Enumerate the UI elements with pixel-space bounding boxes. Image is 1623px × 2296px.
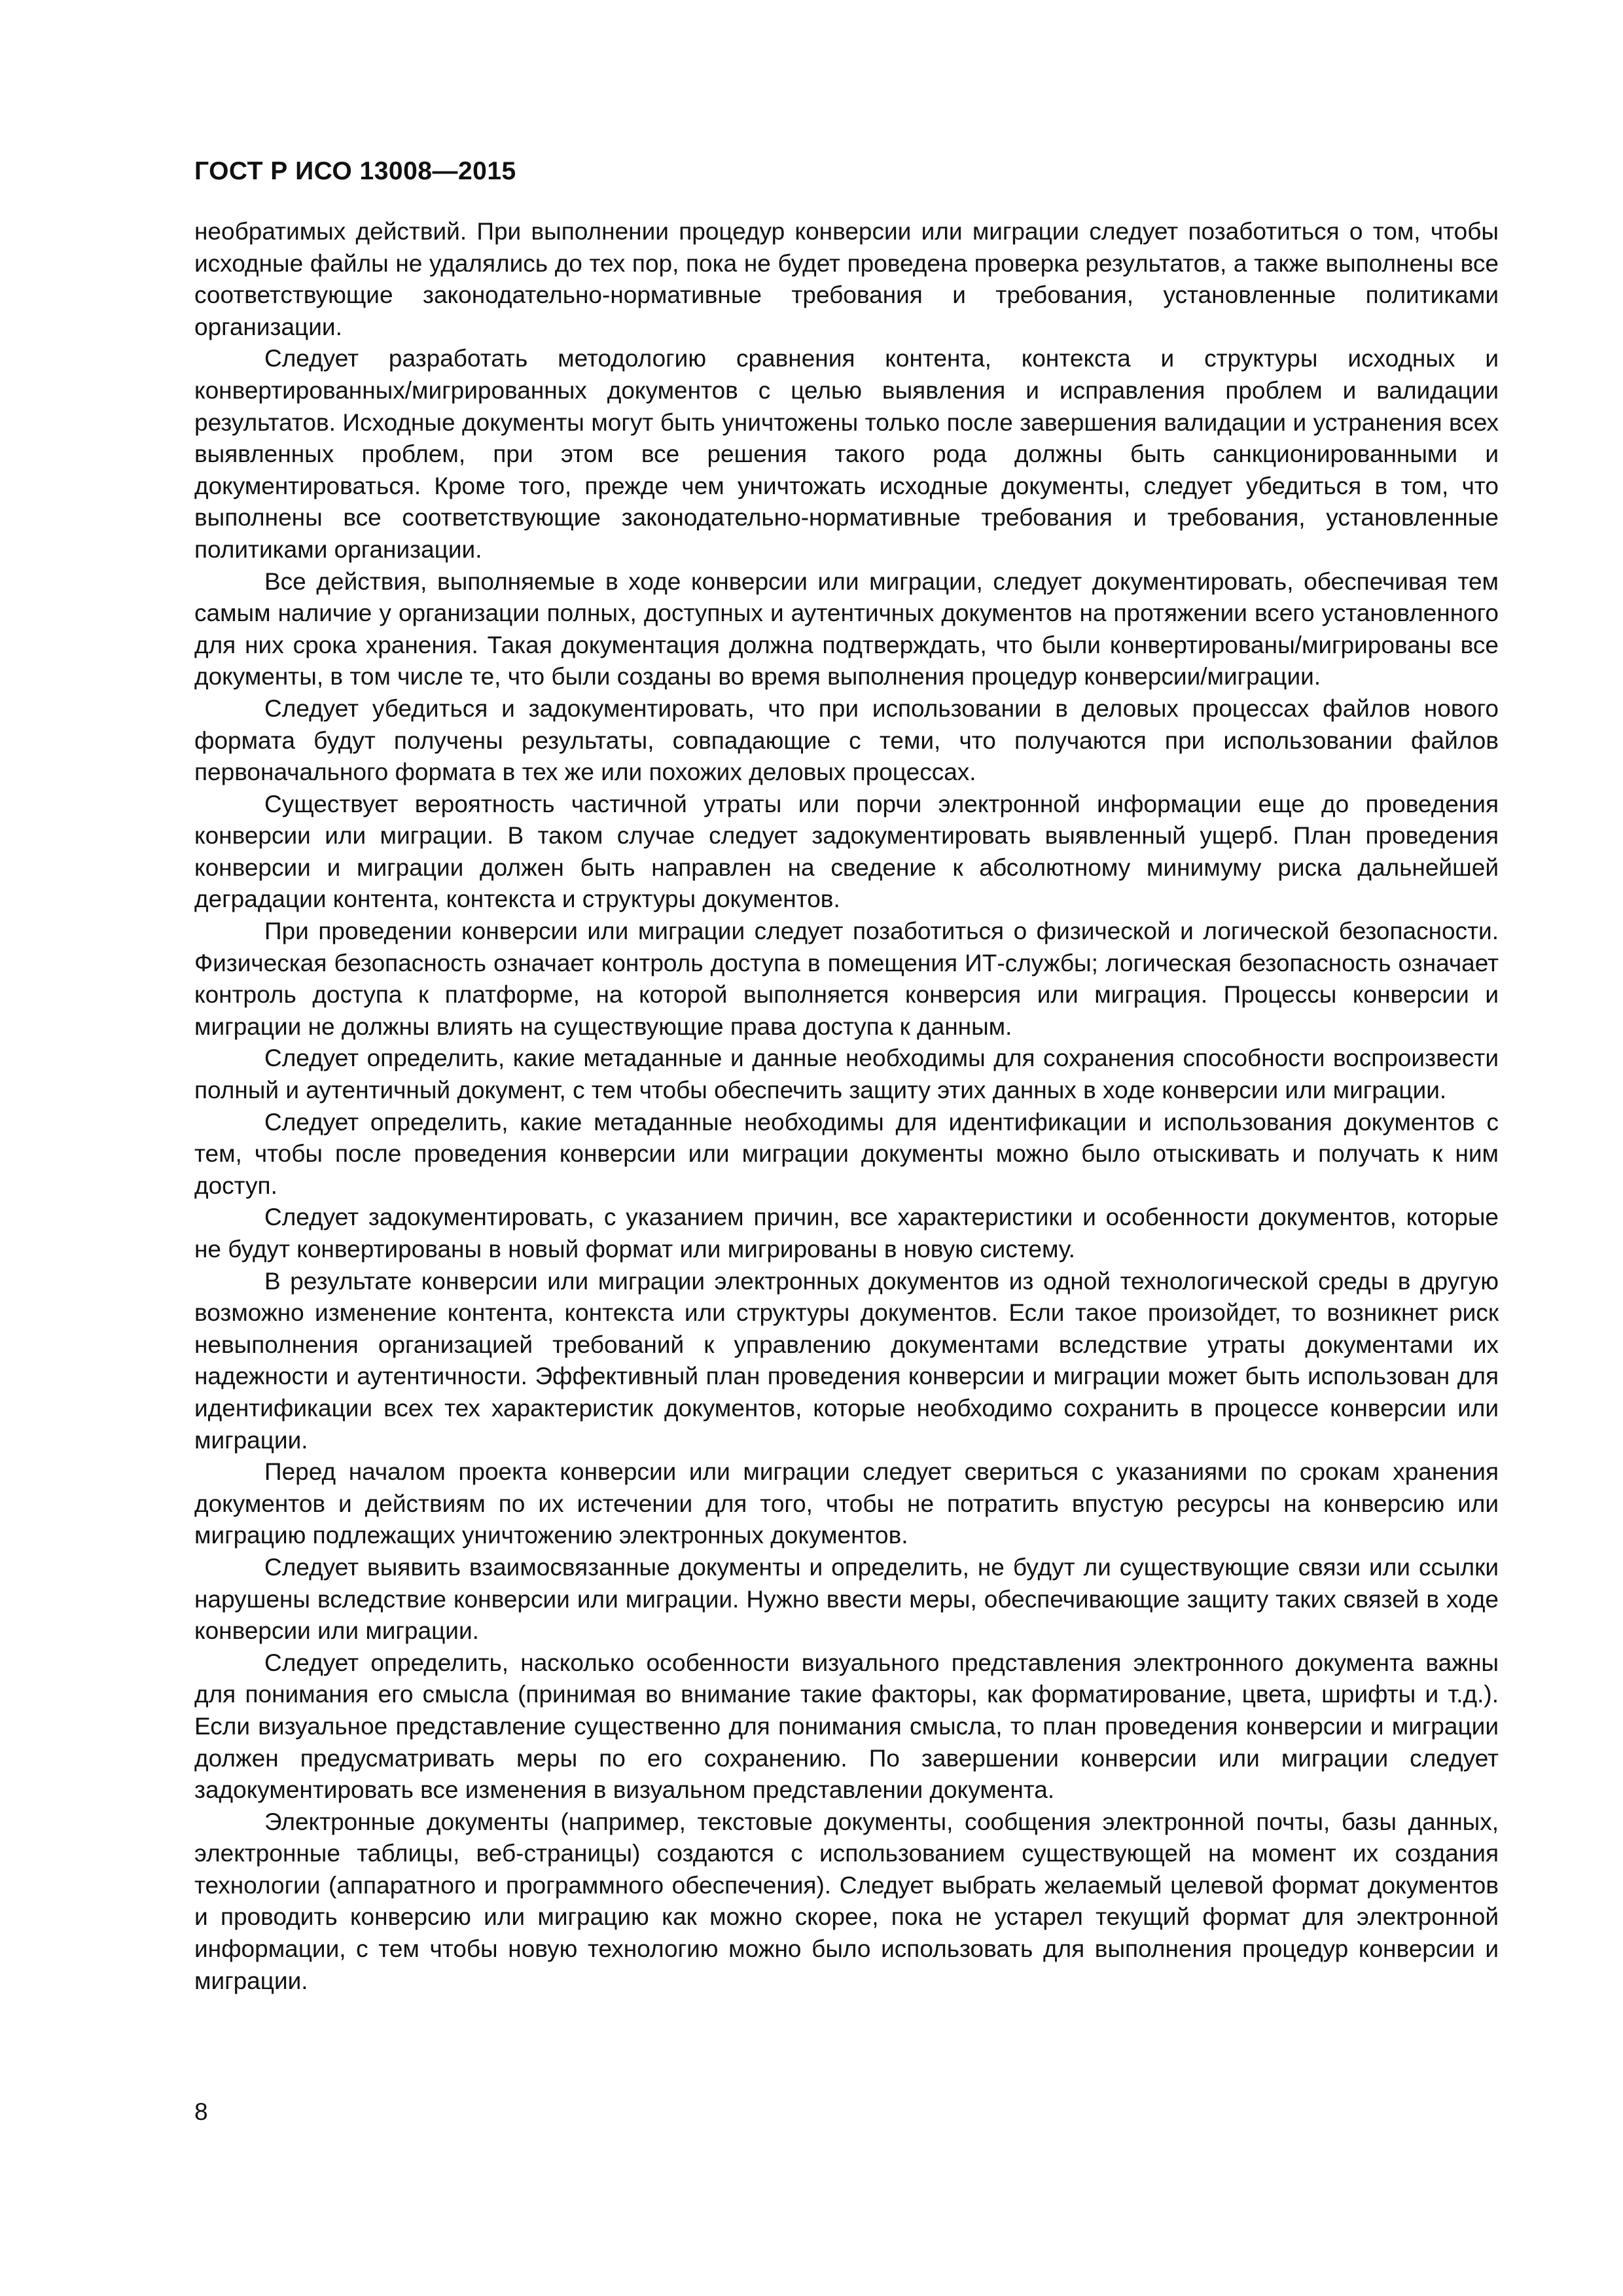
- document-header: ГОСТ Р ИСО 13008—2015: [194, 157, 516, 185]
- paragraph: Следует убедиться и задокументировать, что при использовании в деловых процессах файлов нового формата будут получены результаты, совпадающие с теми, что получаются при использовании файлов первоначального формата в тех же или похожих деловых процессах.: [194, 694, 1499, 786]
- paragraph: Следует разработать методологию сравнения контента, контекста и структуры исходных и конвертированных/мигрированных документов с целью выявления и исправления проблем и валидации результатов. Исходные документы могут быть уничтожены только после завершения валидации и устранения всех выявленных проблем, при этом все решения такого рода должны быть санкционированными и документироваться. Кроме того, прежде чем уничтожать исходные документы, следует убедиться в том, что выполнены все соответствующие законодательно-нормативные требования и требования, установленные политиками организации.: [194, 345, 1499, 563]
- paragraph: В результате конверсии или миграции электронных документов из одной технологической среды в другую возможно изменение контента, контекста или структуры документов. Если такое произойдет, то возникнет риск невыполнения организацией требований к управлению документами вследствие утраты документами их надежности и аутентичности. Эффективный план проведения конверсии и миграции может быть использован для идентификации всех тех характеристик документов, которые необходимо сохранить в процессе конверсии или миграции.: [194, 1267, 1499, 1454]
- paragraph: Все действия, выполняемые в ходе конверсии или миграции, следует документировать, обеспечивая тем самым наличие у организации полных, доступных и аутентичных документов на протяжении всего установленного для них срока хранения. Такая документация должна подтверждать, что были конвертированы/мигрированы все документы, в том числе те, что были созданы во время выполнения процедур конверсии/миграции.: [194, 567, 1499, 691]
- paragraph: необратимых действий. При выполнении процедур конверсии или миграции следует позаботиться о том, чтобы исходные файлы не удалялись до тех пор, пока не будет проведена проверка результатов, а также выполнены все соответствующие законодательно-нормативные требования и требования, установленные политиками организации.: [194, 218, 1499, 340]
- paragraph: Электронные документы (например, текстовые документы, сообщения электронной почты, базы данных, электронные таблицы, веб-страницы) создаются с использованием существующей на момент их создания технологии (аппаратного и программного обеспечения). Следует выбрать желаемый целевой формат документов и проводить конверсию или миграцию как можно скорее, пока не устарел текущий формат для электронной информации, с тем чтобы новую технологию можно было использовать для выполнения процедур конверсии и миграции.: [194, 1808, 1499, 1994]
- paragraph: Следует задокументировать, с указанием причин, все характеристики и особенности документов, которые не будут конвертированы в новый формат или мигрированы в новую систему.: [194, 1204, 1499, 1263]
- page-number: 8: [194, 2098, 208, 2125]
- paragraph: При проведении конверсии или миграции следует позаботиться о физической и логической безопасности. Физическая безопасность означает контроль доступа в помещения ИТ-службы; логическая безопасность означает контроль доступа к платформе, на которой выполняется конверсия или миграция. Процессы конверсии и миграции не должны влиять на существующие права доступа к данным.: [194, 918, 1499, 1040]
- paragraph: Следует выявить взаимосвязанные документы и определить, не будут ли существующие связи или ссылки нарушены вследствие конверсии или миграции. Нужно ввести меры, обеспечивающие защиту таких связей в ходе конверсии или миграции.: [194, 1553, 1499, 1645]
- paragraph: Перед началом проекта конверсии или миграции следует свериться с указаниями по срокам хранения документов и действиям по их истечении для того, чтобы не потратить впустую ресурсы на конверсию или миграцию подлежащих уничтожению электронных документов.: [194, 1458, 1499, 1549]
- paragraph: Следует определить, какие метаданные необходимы для идентификации и использования документов с тем, чтобы после проведения конверсии или миграции документы можно было отыскивать и получать к ним доступ.: [194, 1108, 1499, 1199]
- paragraph: Существует вероятность частичной утраты или порчи электронной информации еще до проведения конверсии или миграции. В таком случае следует задокументировать выявленный ущерб. План проведения конверсии и миграции должен быть направлен на сведение к абсолютному минимуму риска дальнейшей деградации контента, контекста и структуры документов.: [194, 790, 1499, 913]
- document-body: [194, 216, 1499, 1997]
- paragraph: Следует определить, насколько особенности визуального представления электронного документа важны для понимания его смысла (принимая во внимание такие факторы, как форматирование, цвета, шрифты и т.д.). Если визуальное представление существенно для понимания смысла, то план проведения конверсии и миграции должен предусматривать меры по его сохранению. По завершении конверсии или миграции следует задокументировать все изменения в визуальном представлении документа.: [194, 1649, 1499, 1804]
- paragraph: Следует определить, какие метаданные и данные необходимы для сохранения способности воспроизвести полный и аутентичный документ, с тем чтобы обеспечить защиту этих данных в ходе конверсии или миграции.: [194, 1045, 1499, 1104]
